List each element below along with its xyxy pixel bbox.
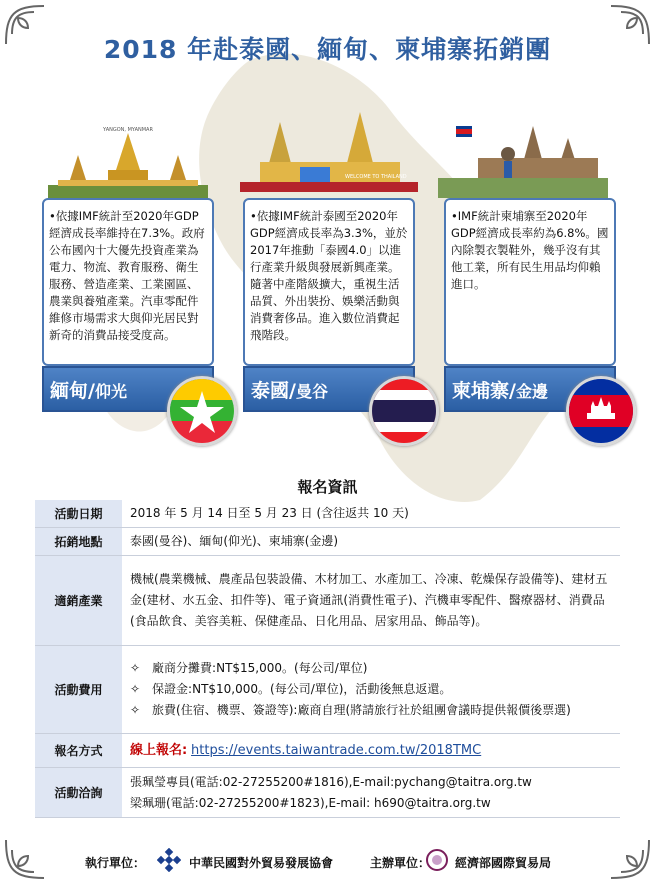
cambodia-flag-icon (566, 376, 636, 446)
thailand-landmarks-illustration (240, 112, 418, 200)
myanmar-info-card (42, 198, 214, 366)
banner-country: 泰國/ (251, 380, 296, 402)
event-date-value: 2018 年 5 月 14 日至 5 月 23 日 (含往返共 10 天) (122, 500, 620, 528)
cambodia-info-card (444, 198, 616, 366)
thailand-info-card (243, 198, 415, 366)
host-label: 主辦單位： (370, 856, 431, 870)
banner-country: 緬甸/ (50, 380, 95, 402)
taitra-logo-icon (157, 848, 181, 872)
landmark-caption: YANGON, MYANMAR (103, 127, 153, 133)
row-label: 報名方式 (35, 734, 122, 768)
table-row (35, 500, 620, 528)
banner-city: 曼谷 (295, 382, 328, 401)
signup-link[interactable]: https://events.taiwantrade.com.tw/2018TMC (191, 743, 482, 758)
page-title: 2018 年赴泰國、緬甸、柬埔寨拓銷團 (103, 35, 552, 64)
boft-logo-icon (425, 848, 449, 872)
banner-country: 柬埔寨/ (452, 380, 516, 402)
cambodia-angkor-illustration (438, 118, 608, 198)
contact-line: 張珮瑩專員(電話:02-27255200#1816),E-mail:pychang@taitra.org.tw (130, 774, 532, 789)
contact-line: 梁珮珊(電話:02-27255200#1823),E-mail: h690@taitra.org.tw (130, 795, 491, 810)
host-org: 經濟部國際貿易局 (455, 856, 552, 870)
table-row (35, 556, 620, 646)
executor-org: 中華民國對外貿易發展協會 (189, 856, 334, 870)
table-row (35, 768, 620, 818)
banner-city: 仰光 (94, 382, 127, 401)
fee-list (122, 646, 620, 734)
row-label: 活動日期 (35, 500, 122, 528)
corner-ornament-icon (605, 834, 651, 880)
row-label: 活動費用 (35, 646, 122, 734)
row-label: 拓銷地點 (35, 528, 122, 556)
card-text: •依據IMF統計泰國至2020年GDP經濟成長率為3.3%，並於2017年推動「泰國4.0」以進行產業升級與發展新興產業。隨著中產階級擴大，重視生活品質、外出裝扮、娛樂活動與消費奢侈品。進入數位消費起飛階段。 (250, 209, 408, 342)
fee-item: ✧ 廠商分攤費:NT$15,000。(每公司/單位) (130, 661, 368, 675)
row-label: 活動洽詢 (35, 768, 122, 818)
fee-item: ✧ 旅費(住宿、機票、簽證等):廠商自理(將請旅行社於組團會議時提供報價後票選) (130, 703, 571, 717)
footer (85, 848, 585, 876)
executor-label: 執行單位： (85, 856, 146, 870)
thai-welcome-sign: WELCOME TO THAILAND (345, 174, 407, 180)
signup-value (122, 734, 620, 768)
yangon-pagoda-illustration (48, 125, 208, 200)
registration-info-table (35, 500, 620, 818)
fee-item: ✧ 保證金:NT$10,000。(每公司/單位)，活動後無息返還。 (130, 682, 452, 696)
thailand-flag-icon (369, 376, 439, 446)
table-row (35, 646, 620, 734)
corner-ornament-icon (4, 834, 50, 880)
online-signup-label: 線上報名: (130, 743, 188, 758)
section-title: 報名資訊 (297, 478, 358, 496)
card-text: •依據IMF統計至2020年GDP經濟成長率維持在7.3%。政府公布國內十大優先投資產業為電力、物流、教育服務、衛生服務、營造產業、工業園區、農業與養殖產業。汽車零配件維修市場需求大與仰光居民對新奇的消費品接受度高。 (49, 209, 205, 342)
table-row (35, 734, 620, 768)
contact-value (122, 768, 620, 818)
event-location-value: 泰國(曼谷)、緬甸(仰光)、柬埔寨(金邊) (122, 528, 620, 556)
row-label: 適銷產業 (35, 556, 122, 646)
banner-city: 金邊 (515, 382, 548, 401)
table-row (35, 528, 620, 556)
industries-value: 機械(農業機械、農產品包裝設備、木材加工、水產加工、冷凍、乾燥保存設備等)、建材五金(建材、水五金、扣件等)、電子資通訊(消費性電子)、汽機車零配件、醫療器材、消費品(食品飲食、美容美粧、保健產品、日化用品、居家用品、飾品等)。 (122, 556, 620, 646)
card-text: •IMF統計柬埔寨至2020年GDP經濟成長率約為6.8%。國內除製衣製鞋外，幾乎沒有其他工業，所有民生用品均仰賴進口。 (451, 209, 609, 291)
myanmar-flag-icon (167, 376, 237, 446)
